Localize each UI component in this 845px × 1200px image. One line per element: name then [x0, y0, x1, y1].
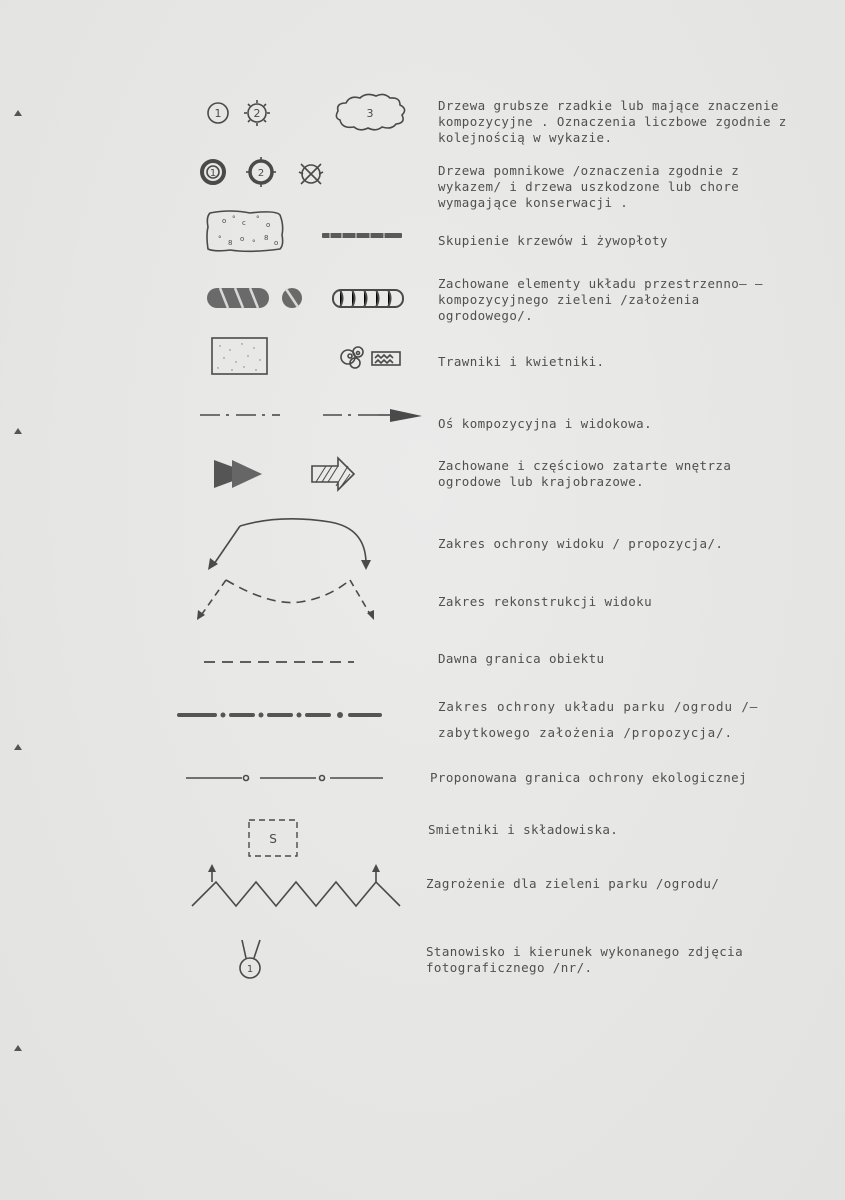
binder-hole-icon: [14, 1045, 22, 1053]
axis-line-icon: [180, 404, 420, 428]
binder-holes: [0, 0, 40, 1200]
photo-number: 1: [246, 964, 254, 975]
legend-label: Zachowane elementy układu przestrzenno— —kompozycyjnego zieleni /założenia ogrodowego/.: [438, 276, 763, 323]
svg-text:o: o: [274, 239, 279, 247]
zigzag-threat-icon: [180, 860, 420, 916]
legend-label: Proponowana granica ochrony ekologicznej: [430, 770, 748, 785]
tree-number: 1: [214, 107, 222, 120]
preserved-elements-icon: [180, 272, 420, 318]
lawn-symbols-icon: [180, 334, 420, 380]
svg-text:o: o: [222, 217, 227, 225]
legend-label: Drzewa pomnikowe /oznaczenia zgodnie z wykazem/ i drzewa uszkodzone lub chore wymagające konserwacji .: [438, 163, 748, 210]
dump-letter: S: [269, 832, 277, 846]
binder-hole-icon: [14, 428, 22, 436]
line-with-circles-icon: [180, 766, 420, 790]
tree-number: 2: [253, 107, 261, 120]
legend-label: Zachowane i częściowo zatarte wnętrza ogrodowe lub krajobrazowe.: [438, 458, 740, 489]
binder-hole-icon: [14, 110, 22, 118]
svg-text:°: °: [218, 235, 222, 243]
legend-label: Stanowisko i kierunek wykonanego zdjęcia fotograficznego /nr/.: [426, 944, 751, 975]
legend-label: Skupienie krzewów i żywopłoty: [438, 233, 668, 248]
photo-station-icon: [180, 934, 420, 990]
svg-text:o: o: [240, 235, 245, 243]
legend-label: Smietniki i składowiska.: [428, 822, 619, 837]
monument-tree-symbols-icon: [180, 155, 420, 195]
dashed-line-icon: [180, 648, 420, 672]
legend-label: Zagrożenie dla zieleni parku /ogrodu/: [426, 876, 720, 891]
legend-label: Trawniki i kwietniki.: [438, 354, 605, 369]
dash-dot-bold-line-icon: [180, 694, 420, 734]
legend-label: Drzewa grubsze rzadkie lub mające znaczenie kompozycyjne . Oznaczenia liczbowe zgodnie z kolejnością w wykazie.: [438, 98, 795, 145]
tree-number: 2: [257, 168, 265, 179]
tree-number: 1: [209, 168, 217, 179]
svg-text:c: c: [242, 219, 246, 227]
svg-text:°: °: [232, 215, 236, 223]
svg-text:o: o: [266, 221, 271, 229]
interiors-arrows-icon: [180, 452, 420, 498]
svg-text:8: 8: [228, 239, 233, 247]
legend-label: Oś kompozycyjna i widokowa.: [438, 416, 652, 431]
tree-group-number: 3: [366, 107, 374, 120]
legend-label: Zakres ochrony widoku / propozycja/.: [438, 536, 724, 551]
tree-symbols-icon: [180, 92, 420, 140]
svg-text:°: °: [252, 239, 256, 247]
legend-label: Dawna granica obiektu: [438, 651, 605, 666]
view-reconstruction-arc-icon: [180, 576, 420, 626]
view-protection-arc-icon: [180, 518, 420, 578]
svg-text:8: 8: [264, 234, 269, 242]
svg-text:°: °: [256, 215, 260, 223]
shrub-symbols-icon: [180, 207, 420, 257]
legend-label: Zakres rekonstrukcji widoku: [438, 594, 652, 609]
legend-label: Zakres ochrony układu parku /ogrodu /— zabytkowego założenia /propozycja/.: [438, 699, 767, 740]
binder-hole-icon: [14, 744, 22, 752]
dump-box-icon: [180, 816, 420, 862]
